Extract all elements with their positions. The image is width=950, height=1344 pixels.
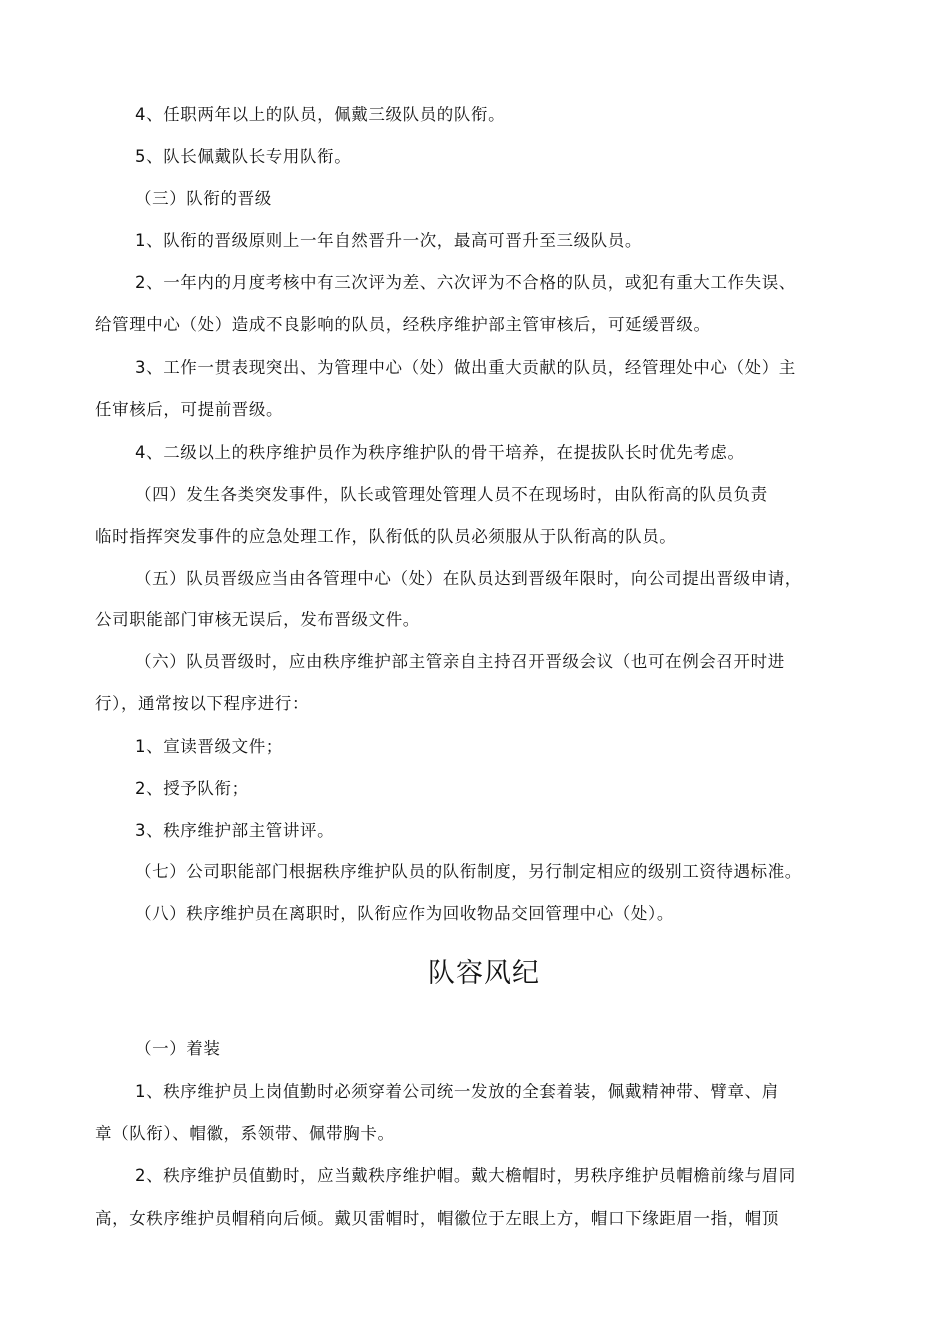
paragraph-line: 3、秩序维护部主管讲评。: [135, 821, 335, 840]
paragraph-line: 2、一年内的月度考核中有三次评为差、六次评为不合格的队员，或犯有重大工作失误、: [135, 273, 796, 292]
paragraph-line: 任审核后，可提前晋级。: [95, 400, 284, 419]
subheading: （三）队衔的晋级: [135, 189, 272, 208]
paragraph-line: 2、秩序维护员值勤时，应当戴秩序维护帽。戴大檐帽时，男秩序维护员帽檐前缘与眉同: [135, 1166, 796, 1185]
paragraph-line: 1、队衔的晋级原则上一年自然晋升一次，最高可晋升至三级队员。: [135, 231, 642, 250]
paragraph-line: （六）队员晋级时，应由秩序维护部主管亲自主持召开晋级会议（也可在例会召开时进: [135, 652, 785, 671]
paragraph-line: 5、队长佩戴队长专用队衔。: [135, 147, 352, 166]
paragraph-line: （五）队员晋级应当由各管理中心（处）在队员达到晋级年限时，向公司提出晋级申请，: [135, 569, 802, 588]
paragraph-line: 2、授予队衔；: [135, 779, 249, 798]
paragraph-line: 1、秩序维护员上岗值勤时必须穿着公司统一发放的全套着装，佩戴精神带、臂章、肩: [135, 1082, 779, 1101]
subheading: （一）着装: [135, 1039, 221, 1058]
paragraph-line: 1、宣读晋级文件；: [135, 737, 283, 756]
paragraph-line: 4、任职两年以上的队员，佩戴三级队员的队衔。: [135, 105, 506, 124]
paragraph-line: 公司职能部门审核无误后，发布晋级文件。: [95, 610, 420, 629]
paragraph-line: 临时指挥突发事件的应急处理工作，队衔低的队员必须服从于队衔高的队员。: [95, 527, 677, 546]
paragraph-line: 给管理中心（处）造成不良影响的队员，经秩序维护部主管审核后，可延缓晋级。: [95, 315, 711, 334]
paragraph-line: 章（队衔）、帽徽，系领带、佩带胸卡。: [95, 1124, 395, 1143]
paragraph-line: 4、二级以上的秩序维护员作为秩序维护队的骨干培养，在提拔队长时优先考虑。: [135, 443, 745, 462]
paragraph-line: （四）发生各类突发事件，队长或管理处管理人员不在现场时，由队衔高的队员负责: [135, 485, 768, 504]
paragraph-line: 3、工作一贯表现突出、为管理中心（处）做出重大贡献的队员，经管理处中心（处）主: [135, 358, 796, 377]
paragraph-line: （八）秩序维护员在离职时，队衔应作为回收物品交回管理中心（处）。: [135, 904, 674, 923]
paragraph-line: 高，女秩序维护员帽稍向后倾。戴贝雷帽时，帽徽位于左眼上方，帽口下缘距眉一指，帽顶: [95, 1209, 779, 1228]
paragraph-line: 行），通常按以下程序进行：: [95, 694, 310, 713]
paragraph-line: （七）公司职能部门根据秩序维护队员的队衔制度，另行制定相应的级别工资待遇标准。: [135, 862, 802, 881]
section-title: 队容风纪: [428, 958, 540, 989]
